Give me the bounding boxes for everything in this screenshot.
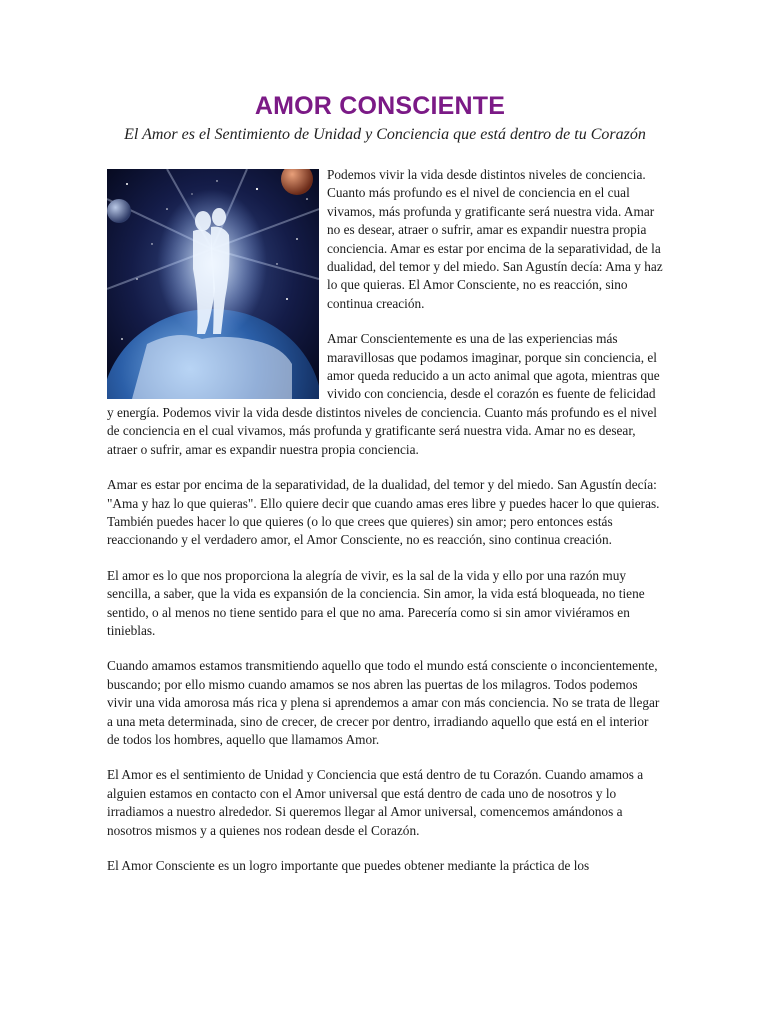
paragraph-5: Cuando amamos estamos transmitiendo aquello que todo el mundo está consciente o inconcientemente, buscando; por ello mismo cuando amamos se nos abren las puertas de los milagros. Todos podemos vivir una vida amorosa más rica y plena si aprendemos a amar con más conciencia. No se trata de llegar a una meta determinada, sino de crecer, de crecer por dentro, irradiando aquello que está en el interior de todos los hombres, aquello que llamamos Amor. bbox=[107, 658, 660, 747]
paragraph-4: El amor es lo que nos proporciona la alegría de vivir, es la sal de la vida y ello por una razón muy sencilla, a saber, que la vida es expansión de la conciencia. Sin amor, la vida está bloqueada, no tiene sentido, o al menos no tiene sentido para el que no ama. Parecería como si sin amor viviéramos en tinieblas. bbox=[107, 567, 645, 638]
earth-clouds bbox=[132, 335, 292, 399]
page-subtitle: El Amor es el Sentimiento de Unidad y Conciencia que está dentro de tu Corazón bbox=[124, 126, 646, 143]
paragraph-2: Amar Conscientemente es una de las experiencias más maravillosas que podamos imaginar, porque sin conciencia, el amor queda reducido a un acto animal que agota, mientras que vivido con conciencia, desde el corazón es fuente de felicidad y energía. Podemos vivir la vida desde distintos niveles de conciencia. Cuanto más profundo es el nivel de conciencia en el cual vivamos, más profunda y gratificante será nuestra vida. Amar no es desear, atraer o sufrir, amar es expandir nuestra propia conciencia. bbox=[107, 331, 660, 457]
paragraph-3: Amar es estar por encima de la separatividad, de la dualidad, del temor y del miedo. San Agustín decía: "Ama y haz lo que quieras". Ello quiere decir que cuando amas eres libre y puedes hacer lo que quieras. También puedes hacer lo que quieres (o lo que crees que quieres) sin amor; pero entonces estás reaccionando y el verdadero amor, el Amor Consciente, no es reacción, sino continua creación. bbox=[107, 477, 660, 548]
article-body bbox=[107, 166, 663, 892]
paragraph-6: El Amor es el sentimiento de Unidad y Conciencia que está dentro de tu Corazón. Cuando amamos a alguien estamos en contacto con el Amor universal que está dentro de cada uno de nosotros y lo irradiamos a nuestro alrededor. Si queremos llegar al Amor universal, comencemos amándonos a nosotros mismos y a quienes nos rodean desde el Corazón. bbox=[107, 767, 644, 838]
paragraph-7: El Amor Consciente es un logro importante que puedes obtener mediante la práctica de los bbox=[107, 858, 590, 873]
blue-planet bbox=[107, 199, 131, 223]
cosmic-couple-earth-image bbox=[107, 169, 319, 399]
cosmic-illustration-svg bbox=[107, 169, 319, 399]
paragraph-1: Podemos vivir la vida desde distintos niveles de conciencia. Cuanto más profundo es el nivel de conciencia en el cual vivamos, más profunda y gratificante será nuestra vida. Amar no es desear, atraer o sufrir, amar es expandir nuestra propia conciencia. Amar es estar por encima de la separatividad, de la dualidad, del temor y del miedo. San Agustín decía: Ama y haz lo que quieras. El Amor Consciente, no es reacción, sino continua creación. bbox=[327, 167, 663, 311]
page-title: AMOR CONSCIENTE bbox=[254, 92, 506, 120]
